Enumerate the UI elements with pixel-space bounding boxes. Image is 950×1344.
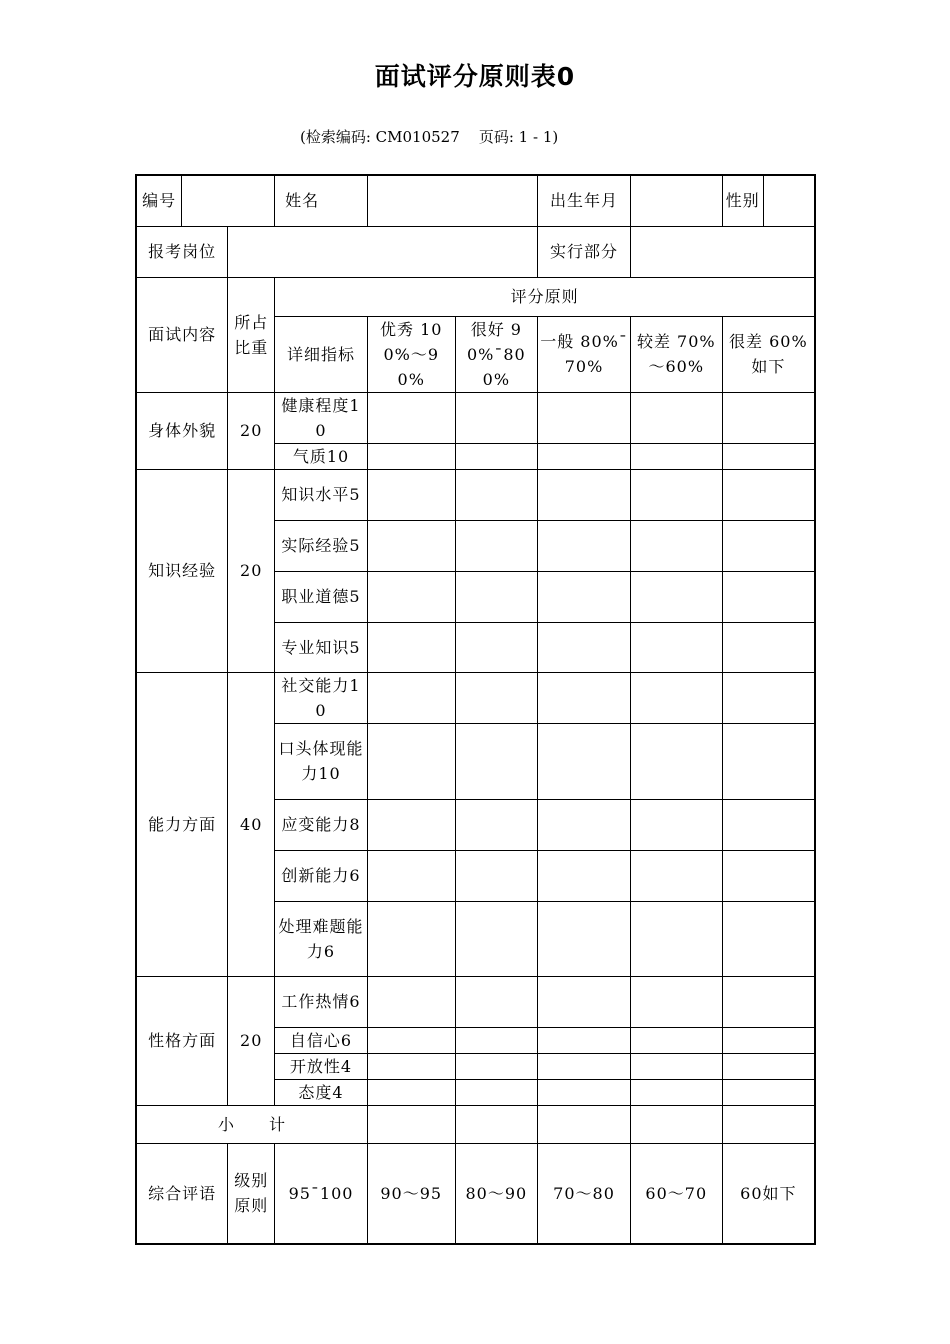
very-poor-header: 很差 60%如下 [722,316,815,392]
range-cell: 60～70 [630,1143,722,1244]
criteria-header: 评分原则 [275,277,815,316]
section-weight: 20 [228,976,275,1105]
gender-label: 性别 [723,176,764,226]
indicator-cell: 专业知识5 [275,622,368,672]
score-cell[interactable] [455,976,538,1027]
indicator-cell: 处理难题能力6 [275,901,368,976]
score-cell[interactable] [722,976,815,1027]
indicator-cell: 社交能力10 [275,672,368,723]
interview-scoring-table [135,174,816,1245]
score-cell[interactable] [538,850,631,901]
birth-label: 出生年月 [538,175,631,226]
score-cell[interactable] [367,1079,455,1105]
score-cell[interactable] [722,672,815,723]
score-cell[interactable] [455,672,538,723]
position-label: 报考岗位 [136,226,228,277]
number-field[interactable] [182,175,275,226]
criteria-header-row [136,277,815,316]
score-cell[interactable] [367,976,455,1027]
score-cell[interactable] [722,850,815,901]
gender-field[interactable] [764,176,814,226]
indicator-cell: 气质10 [275,443,368,469]
score-cell[interactable] [367,901,455,976]
score-cell[interactable] [538,901,631,976]
score-cell[interactable] [367,469,455,520]
score-cell[interactable] [722,799,815,850]
average-header: 一般 80%¯70% [538,316,631,392]
section-name: 能力方面 [136,672,228,976]
score-cell[interactable] [722,622,815,672]
indicator-cell: 实际经验5 [275,520,368,571]
indicator-cell: 健康程度10 [275,392,368,443]
range-cell: 70～80 [538,1143,631,1244]
score-cell[interactable] [722,901,815,976]
section-name: 性格方面 [136,976,228,1105]
score-cell[interactable] [630,1053,722,1079]
score-cell[interactable] [538,1053,631,1079]
department-field[interactable] [630,226,815,277]
section-weight: 20 [228,392,275,469]
score-cell[interactable] [538,976,631,1027]
header-row-basic [136,175,815,226]
score-cell[interactable] [455,622,538,672]
score-cell[interactable] [722,520,815,571]
weight-header: 所占比重 [228,277,275,392]
subtotal-label: 小 计 [136,1105,367,1143]
score-cell[interactable] [538,443,631,469]
score-cell[interactable] [455,443,538,469]
score-cell[interactable] [630,469,722,520]
score-cell[interactable] [630,1027,722,1053]
document-code: (检索编码: CM010527 页码: 1 - 1) [300,128,559,146]
subtotal-cell[interactable] [630,1105,722,1143]
score-cell[interactable] [630,976,722,1027]
section-name: 身体外貌 [136,392,228,469]
indicator-cell: 开放性4 [275,1053,368,1079]
score-cell[interactable] [455,901,538,976]
subtotal-cell[interactable] [538,1105,631,1143]
score-cell[interactable] [722,1027,815,1053]
score-cell[interactable] [455,1027,538,1053]
table-row [136,392,815,443]
score-cell[interactable] [367,1053,455,1079]
score-cell[interactable] [367,850,455,901]
score-cell[interactable] [630,392,722,443]
score-cell[interactable] [455,723,538,799]
score-cell[interactable] [367,1027,455,1053]
indicator-header: 详细指标 [275,316,368,392]
score-cell[interactable] [630,520,722,571]
score-cell[interactable] [538,571,631,622]
subtotal-cell[interactable] [367,1105,455,1143]
range-cell: 60如下 [722,1143,815,1244]
indicator-cell: 创新能力6 [275,850,368,901]
poor-header: 较差 70%～60% [630,316,722,392]
score-cell[interactable] [367,799,455,850]
score-cell[interactable] [722,1053,815,1079]
department-label: 实行部分 [538,226,631,277]
section-name: 知识经验 [136,469,228,672]
score-cell[interactable] [538,672,631,723]
subtotal-cell[interactable] [455,1105,538,1143]
position-field[interactable] [228,226,538,277]
score-cell[interactable] [455,392,538,443]
score-cell[interactable] [455,799,538,850]
gender-cell [722,175,815,226]
score-cell[interactable] [367,392,455,443]
table-row [136,469,815,520]
score-cell[interactable] [367,443,455,469]
excellent-header: 优秀 100%～90% [367,316,455,392]
summary-label: 综合评语 [136,1143,228,1244]
score-cell[interactable] [367,520,455,571]
score-cell[interactable] [367,723,455,799]
score-cell[interactable] [538,622,631,672]
score-cell[interactable] [630,723,722,799]
score-cell[interactable] [538,469,631,520]
range-cell: 95¯100 [275,1143,368,1244]
score-cell[interactable] [630,799,722,850]
score-cell[interactable] [367,622,455,672]
summary-row [136,1143,815,1244]
indicator-cell: 态度4 [275,1079,368,1105]
score-cell[interactable] [538,799,631,850]
birth-field[interactable] [630,175,722,226]
score-cell[interactable] [722,392,815,443]
range-cell: 80～90 [455,1143,538,1244]
score-cell[interactable] [630,672,722,723]
score-cell[interactable] [630,1079,722,1105]
section-weight: 20 [228,469,275,672]
score-cell[interactable] [455,1079,538,1105]
name-field[interactable] [367,175,537,226]
score-cell[interactable] [455,850,538,901]
score-cell[interactable] [630,901,722,976]
table-row [136,976,815,1027]
score-cell[interactable] [455,469,538,520]
score-cell[interactable] [630,622,722,672]
indicator-cell: 自信心6 [275,1027,368,1053]
score-cell[interactable] [538,1079,631,1105]
indicator-cell: 口头体现能力10 [275,723,368,799]
score-cell[interactable] [455,1053,538,1079]
indicator-cell: 知识水平5 [275,469,368,520]
score-cell[interactable] [538,520,631,571]
name-label: 姓名 [275,175,368,226]
score-cell[interactable] [722,571,815,622]
page-title: 面试评分原则表0 [374,62,576,91]
indicator-cell: 工作热情6 [275,976,368,1027]
subtotal-cell[interactable] [722,1105,815,1143]
score-cell[interactable] [722,469,815,520]
header-row-position [136,226,815,277]
section-weight: 40 [228,672,275,976]
score-cell[interactable] [722,443,815,469]
score-cell[interactable] [722,723,815,799]
score-cell[interactable] [367,571,455,622]
level-label: 级别原则 [228,1143,275,1244]
table-row [136,672,815,723]
score-cell[interactable] [538,392,631,443]
score-cell[interactable] [630,850,722,901]
score-cell[interactable] [367,672,455,723]
subtotal-row [136,1105,815,1143]
indicator-cell: 应变能力8 [275,799,368,850]
range-cell: 90～95 [367,1143,455,1244]
very-good-header: 很好 90%¯800% [455,316,538,392]
indicator-cell: 职业道德5 [275,571,368,622]
number-label: 编号 [136,175,182,226]
score-cell[interactable] [538,1027,631,1053]
score-cell[interactable] [455,571,538,622]
score-cell[interactable] [538,723,631,799]
content-header: 面试内容 [136,277,228,392]
score-cell[interactable] [630,443,722,469]
score-cell[interactable] [630,571,722,622]
score-cell[interactable] [455,520,538,571]
score-cell[interactable] [722,1079,815,1105]
